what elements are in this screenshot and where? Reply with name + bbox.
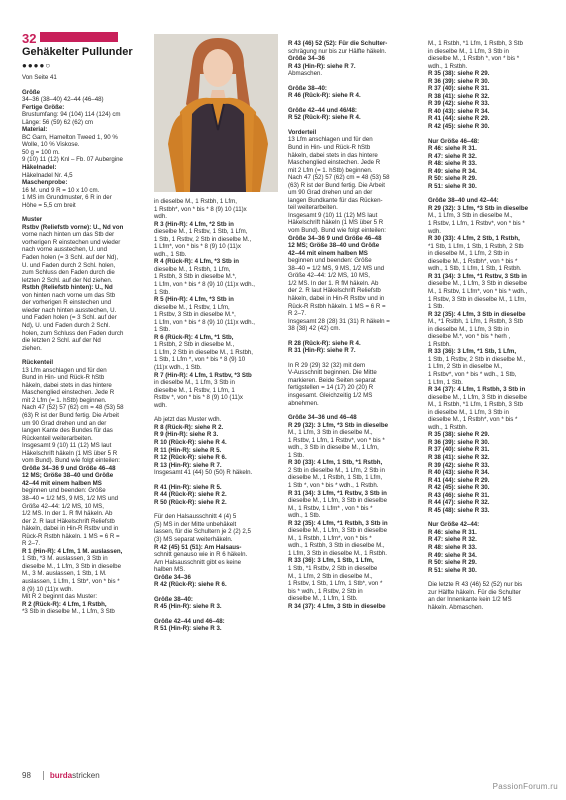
col3-line: dieselbe M., 1 Rstbh, 1 Stb, 1 Lfm,: [288, 474, 383, 482]
col4-line: R 36 (39): siehe R 30.: [428, 438, 490, 446]
col3-line: Insgesamt 9 (10) 11 (12) MS laut: [288, 211, 378, 219]
col2-line: R 44 (Rück-R): siehe R 2.: [154, 491, 227, 499]
col1-line: wieder nach hinten ausstechen, U.: [22, 306, 117, 314]
brand-name-rest: stricken: [72, 771, 100, 780]
col4-line: R 46: siehe R 31.: [428, 145, 477, 153]
col4-line: Größe 38–40 und 42–44:: [428, 197, 499, 205]
col3-line: R 43 (Hin-R): siehe R 7.: [288, 62, 356, 70]
col4-line: dieselbe M., 1 Rstbh *, von * bis *: [428, 55, 520, 63]
col1-line: beginnen und beenden: Größe: [22, 487, 106, 495]
col1-line: Muster: [22, 216, 43, 224]
text-column-3: [288, 40, 418, 610]
col4-line: 1 Rstbh.: [428, 340, 451, 348]
col3-line: Maschenglied einstechen. Jede R: [288, 159, 381, 167]
col3-line: (63) R ist der Bund fertig. Die Arbeit: [288, 181, 385, 189]
col4-line: an der Innenkante kein 1/2 MS: [428, 596, 512, 604]
col1-line: Häkelnadel:: [22, 164, 57, 172]
col4-line: 1 Stb.: [428, 303, 445, 311]
col3-line: 38 (38) 42 (42) cm.: [288, 325, 341, 333]
col1-line: häkeln, dabei in Hin-R Rstbv und in: [22, 525, 119, 533]
col1-line: zum Schluss den Faden durch die: [22, 269, 115, 277]
col1-line: 12 MS; Größe 38–40 und Größe: [22, 472, 114, 480]
col4-line: R 39 (42): siehe R 33.: [428, 100, 490, 108]
col4-line: R 29 (32): 3 Lfm, *3 Stb in dieselbe: [428, 204, 528, 212]
col1-line: Rückenteil: [22, 359, 54, 367]
col1-line: Rstbv (Reliefstb vorne): U., Nd von: [22, 223, 124, 231]
col4-line: R 40 (43): siehe R 34.: [428, 107, 490, 115]
col2-line: lassen, für die Schultern je 2 (2) 2,5: [154, 528, 251, 536]
pattern-number: 32: [22, 32, 40, 45]
col2-line: dieselbe M., 1 Rstbh, 1 Lfm,: [154, 265, 231, 273]
col2-line: 1 Rstbh, 2 Stb in dieselbe M.,: [154, 341, 235, 349]
col2-line: R 12 (Rück-R): siehe R 6.: [154, 454, 227, 462]
col2-line: 1 Lfm, von * bis * 8 (9) 10 (11)x wdh.,: [154, 318, 255, 326]
col1-line: 9 (10) 11 (12) Knl – Fb. 07 Aubergine: [22, 156, 123, 164]
col4-line: R 31 (34): 3 Lfm, *1 Rstbv, 3 Stb in: [428, 272, 527, 280]
col2-line: 1 Lfm, 2 Stb in dieselbe M., 1 Rstbh,: [154, 348, 253, 356]
col4-line: 1 Rstbv, 1 Lfm, 1 Rstbv*, von * bis *: [428, 220, 525, 228]
col4-line: R 50: siehe R 29.: [428, 175, 477, 183]
col2-line: 1 Lfm, von * bis * 8 (9) 10 (11)x wdh.,: [154, 281, 255, 289]
col2-line: 1 Lfm*, von * bis * 8 (9) 10 (11)x: [154, 243, 241, 251]
col4-line: 1 Rstbv*, von * bis * wdh., 1 Stb,: [428, 370, 517, 378]
col4-line: R 49: siehe R 34.: [428, 551, 477, 559]
col4-line: M., 1 Lfm, 3 Stb in dieselbe M.,: [428, 212, 513, 220]
col1-line: vom Bund). Bund wie folgt einteilen:: [22, 457, 120, 465]
col3-line: beginnen und beenden: Größe: [288, 257, 372, 265]
col1-line: Nd), U. und Faden durch 2 Schl.: [22, 321, 111, 329]
col4-line: R 37 (40): siehe R 31.: [428, 446, 490, 454]
col4-line: R 41 (44): siehe R 29.: [428, 476, 490, 484]
col1-line: Größe 42–44: 1/2 MS, 10 MS,: [22, 502, 104, 510]
col2-line: R 4 (Rück-R): 4 Lfm, *3 Stb in: [154, 258, 239, 266]
col3-line: 2 Stb in dieselbe M., 1 Lfm, 2 Stb in: [288, 466, 385, 474]
col2-line: wdh.: [154, 213, 167, 221]
col4-line: R 35 (38): siehe R 29.: [428, 70, 490, 78]
col4-line: R 47: siehe R 32.: [428, 536, 477, 544]
col3-line: markieren. Beide Seiten separat: [288, 376, 376, 384]
col1-line: auslassen, 1 Lfm, 1 Stb*, von * bis *: [22, 578, 120, 585]
col4-line: R 45 (48): siehe R 33.: [428, 506, 490, 514]
col4-line: R 30 (33): 4 Lfm, 2 Stb, 1 Rstbh,: [428, 235, 520, 243]
col4-line: R 46: siehe R 31.: [428, 528, 477, 536]
col4-line: R 47: siehe R 32.: [428, 152, 477, 160]
col2-line: Für den Halsausschnitt 4 (4) 5: [154, 513, 237, 521]
col3-line: R 33 (36): 3 Lfm, 1 Stb, 1 Lfm,: [288, 557, 374, 565]
col1-line: nach vorne ausstechen, U. und: [22, 246, 108, 254]
col4-line: Nur Größe 42–44:: [428, 521, 480, 529]
col3-line: wdh., 3 Stb in dieselbe M., 1 Lfm,: [288, 444, 379, 452]
col1-line: Rstbh (Reliefstb hinten): U., Nd: [22, 284, 113, 292]
col2-line: R 5 (Hin-R): 4 Lfm, *3 Stb in: [154, 296, 234, 304]
col1-line: dieselbe M., 1 Lfm, 3 Stb in dieselbe: [22, 562, 121, 570]
col4-line: M., *1 Rstbh, 1 Lfm, 1 Rstbh, 3 Stb: [428, 318, 523, 326]
col2-line: Ab jetzt das Muster wdh.: [154, 416, 222, 424]
col1-line: Mit R 2 beginnt das Muster:: [22, 593, 98, 601]
col2-line: (5) MS in der Mitte unbehäkelt: [154, 520, 237, 528]
col3-line: Größe 42–44: 1/2 MS, 10 MS,: [288, 272, 370, 280]
col3-line: dieselbe M., 1 Lfm, 3 Stb in dieselbe: [288, 527, 387, 535]
col3-line: M., 1 Lfm, 2 Stb in dieselbe M.,: [288, 572, 373, 580]
col3-line: häkeln, dabei stets in das hintere: [288, 151, 378, 159]
col3-line: R 34 (37): 4 Lfm, 3 Stb in dieselbe: [288, 602, 386, 610]
col4-line: in dieselbe M., 1 Lfm, 3 Stb in: [428, 408, 509, 416]
col3-line: 13 Lfm anschlagen und für den: [288, 136, 373, 144]
col1-line: ziehen.: [22, 344, 42, 352]
col1-line: R 1 (Hin-R): 4 Lfm, 1 M. auslassen,: [22, 547, 123, 555]
col3-line: Vorderteil: [288, 128, 317, 136]
col1-line: 1 MS im Grundmuster, 6 R in der: [22, 194, 112, 202]
col3-line: mit 2 Lfm (= 1. hStb) beginnen.: [288, 166, 373, 174]
col4-line: dieselbe M., 1 Lfm, 3 Stb in dieselbe: [428, 393, 527, 401]
col2-line: R 42 (Rück-R): siehe R 6.: [154, 581, 227, 589]
col4-line: wdh., 1 Rstbh.: [428, 423, 468, 431]
col1-line: vorne nach hinten um das Stb der: [22, 231, 115, 239]
col2-line: wdh.: [154, 401, 167, 409]
col4-line: zur Hälfte häkeln. Für die Schulter: [428, 588, 521, 596]
col1-line: Höhe = 5,5 cm breit: [22, 201, 76, 209]
col1-line: BC Garn, Hamelton Tweed 1, 90 %: [22, 133, 118, 141]
col3-line: 12 MS; Größe 38–40 und Größe: [288, 242, 380, 250]
col2-line: R 7 (Hin-R): 4 Lfm, 1 Rstbv, *3 Stb: [154, 371, 252, 379]
col1-line: der vorherigen R einstechen und: [22, 299, 112, 307]
col3-line: V-Ausschnitt beginnen. Die Mitte: [288, 369, 377, 377]
page-number: 98: [22, 771, 31, 780]
col4-line: M., 1 Rstbv, 1 Lfm*, von * bis * wdh.,: [428, 287, 528, 295]
col3-line: Häkelschrift häkeln (1 MS über 5 R: [288, 219, 384, 227]
col1-line: von hinten nach vorne um das Stb: [22, 291, 116, 299]
col3-line: Größe 42–44 und 46/48:: [288, 106, 357, 114]
col1-line: (63) R ist der Bund fertig. Die Arbeit: [22, 411, 119, 419]
text-column-4: [428, 40, 552, 611]
page-footer: [22, 771, 100, 780]
col3-line: R 31 (Hin-R): siehe R 7.: [288, 347, 356, 355]
col4-line: R 49: siehe R 34.: [428, 167, 477, 175]
col1-line: 38–40 = 1/2 MS, 9 MS, 1/2 MS und: [22, 494, 119, 502]
col3-line: Größe 34–36 9 und Größe 46–48: [288, 234, 382, 242]
footer-divider: [43, 771, 44, 780]
col4-line: Nur Größe 46–48:: [428, 137, 480, 145]
col3-line: R 46 (Rück-R): siehe R 4.: [288, 92, 361, 100]
col2-line: 1 Stb, 1 Rstbv, 2 Stb in dieselbe M.,: [154, 235, 252, 243]
col4-line: 1 Lfm, 2 Stb in dieselbe M.,: [428, 363, 503, 371]
col3-line: Größe 34–36 und 46–48: [288, 414, 357, 422]
col1-line: R 2–7.: [22, 540, 41, 548]
col2-line: R 8 (Rück-R): siehe R 2.: [154, 423, 224, 431]
col3-line: R 43 (46) 52 (52): Für die Schulter-: [288, 40, 388, 47]
col1-line: Insgesamt 9 (10) 11 (12) MS laut: [22, 442, 112, 450]
col2-line: Größe 34–36: [154, 573, 191, 581]
col3-line: 1 Stb.: [288, 451, 305, 459]
col1-line: R 2 (Rück-R): 4 Lfm, 1 Rstbh,: [22, 600, 107, 608]
watermark-text: PassionForum.ru: [492, 782, 558, 791]
col1-line: Bund in Hin- und Rück-R hStb: [22, 374, 105, 382]
col4-line: R 38 (41): siehe R 32.: [428, 92, 490, 100]
col1-line: der 2. R laut Häkelschrift Reliefstb: [22, 517, 115, 525]
col3-line: dieselbe M., 1 Lfm, 1 Stb.: [288, 595, 358, 603]
col3-line: M., 1 Rstbh, 1 Lfm*, von * bis *: [288, 534, 372, 542]
col1-line: U. und Faden durch 2 Schl. holen,: [22, 261, 116, 269]
col2-line: R 41 (Hin-R): siehe R 5.: [154, 483, 222, 491]
col3-line: 38–40 = 1/2 MS, 9 MS, 1/2 MS und: [288, 264, 385, 272]
col4-line: R 42 (45): siehe R 30.: [428, 484, 490, 492]
col1-line: Fertige Größe:: [22, 103, 65, 111]
col3-line: Nach 47 (52) 57 (62) cm = 48 (53) 58: [288, 174, 390, 182]
col2-line: 1 Rstbh, 3 Stb in dieselbe M.*,: [154, 273, 237, 281]
col1-line: 13 Lfm anschlagen und für den: [22, 366, 107, 374]
col4-line: in dieselbe M., 1 Lfm, 3 Stb in: [428, 325, 509, 333]
col1-line: die letzten 2 Schl. auf der Nd: [22, 337, 101, 345]
col3-line: Rück-R Rstbh häkeln. 1 MS = 6 R =: [288, 302, 386, 310]
col1-line: M., 3 M. auslassen, 1 Stb, 1 M.: [22, 570, 107, 578]
col3-line: bis * wdh., 1 Rstbv, 2 Stb in: [288, 587, 363, 595]
col1-line: vorherigen R einstechen und wieder: [22, 238, 121, 246]
col1-line: 50 g = 100 m.: [22, 148, 60, 156]
col3-line: abnehmen.: [288, 399, 319, 407]
col2-line: dieselbe M., 1 Rstbv, 1 Stb, 1 Lfm,: [154, 228, 248, 236]
col3-line: teil weiterarbeiten.: [288, 204, 338, 212]
col3-line: R 29 (32): 3 Lfm, *3 Stb in dieselbe: [288, 421, 388, 429]
col4-line: dieselbe M., 1 Rstbh*, von * bis *: [428, 257, 518, 265]
col2-line: R 10 (Rück-R): siehe R 4.: [154, 438, 227, 446]
col1-line: Länge: 56 (59) 62 (62) cm: [22, 118, 93, 126]
from-page-note: Von Seite 41: [22, 74, 57, 81]
col2-line: R 13 (Hin-R): siehe R 7.: [154, 461, 222, 469]
col3-line: Bund in Hin- und Rück-R hStb: [288, 144, 371, 152]
col2-line: R 11 (Hin-R): siehe R 5.: [154, 446, 222, 454]
col2-line: wdh., 1 Stb.: [154, 250, 187, 258]
col3-line: fertigstellen = 14 (17) 20 (20) R: [288, 384, 374, 392]
col4-line: in dieselbe M., 1 Lfm, 3 Stb in: [428, 47, 509, 55]
col3-line: wdh., 1 Rstbh, 3 Stb in dieselbe M.,: [288, 542, 385, 550]
col4-line: R 38 (41): siehe R 32.: [428, 453, 490, 461]
col2-line: R 50 (Rück-R): siehe R 2.: [154, 498, 227, 506]
col1-line: Häkelnadel Nr. 4,5: [22, 171, 73, 179]
col4-line: R 48: siehe R 33.: [428, 160, 477, 168]
col4-line: in dieselbe M., 1 Lfm, 2 Stb in: [428, 250, 509, 258]
col2-line: Größe 42–44 und 46–48:: [154, 617, 225, 625]
col4-line: R 36 (39): siehe R 30.: [428, 77, 490, 85]
col1-line: Rück-R Rstbh häkeln. 1 MS = 6 R =: [22, 532, 120, 540]
col1-line: 8 (9) 10 (11)x wdh.: [22, 585, 74, 593]
col3-line: Größe 38–40:: [288, 84, 327, 92]
col2-line: in dieselbe M., 1 Rstbh, 1 Lfm,: [154, 198, 237, 205]
col3-line: 1 Stb, *1 Rstbv, 2 Stb in dieselbe: [288, 565, 378, 572]
col3-line: M., 1 Lfm, 3 Stb in dieselbe M.,: [288, 429, 373, 437]
col2-line: in dieselbe M., 1 Lfm, 3 Stb in: [154, 379, 235, 387]
col2-line: dieselbe M., 1 Rstbv, 1 Lfm, 1: [154, 386, 235, 394]
col1-line: 34–36 (38–40) 42–44 (46–48): [22, 96, 104, 104]
col2-line: Rstbv *, von * bis * 8 (9) 10 (11)x: [154, 394, 243, 402]
col4-line: *1 Stb, 1 Lfm, 1 Stb, 1 Rstbh, 2 Stb: [428, 242, 524, 250]
col3-line: insgesamt. Gleichzeitig 1/2 MS: [288, 391, 373, 399]
col4-line: 1 Rstbv, 3 Stb in dieselbe M., 1 Lfm,: [428, 295, 527, 303]
col3-line: Insgesamt 28 (28) 31 (31) R häkeln =: [288, 317, 390, 325]
col2-line: dieselbe M., 1 Rstbv, 1 Lfm,: [154, 303, 230, 311]
col4-line: M., 1 Rstbh, *1 Lfm, 1 Rstbh, 3 Stb: [428, 40, 523, 47]
col3-line: In R 29 (29) 32 (32) mit dem: [288, 361, 366, 369]
col3-line: 1 Rstbv, 1 Lfm, 1 Rstbv*, von * bis *: [288, 436, 385, 444]
col4-line: R 51: siehe R 30.: [428, 566, 477, 574]
col3-line: M., 1 Rstbv, 1 Lfm* , von * bis *: [288, 504, 373, 512]
col3-line: Größe 34–36: [288, 55, 325, 63]
col2-line: 1 Rstbv, 3 Stb in dieselbe M.*,: [154, 311, 236, 319]
col2-line: R 6 (Rück-R): 4 Lfm, *1 Stb,: [154, 333, 234, 341]
col4-line: R 50: siehe R 29.: [428, 559, 477, 567]
text-column-2: [154, 198, 278, 633]
col4-line: R 42 (45): siehe R 30.: [428, 123, 490, 131]
col3-line: 1 Stb *, von * bis * wdh., 1 Rstbh.: [288, 481, 379, 489]
col3-line: vom Bund). Bund wie folgt einteilen:: [288, 227, 386, 235]
col1-line: Maschenprobe:: [22, 179, 68, 187]
col4-line: R 40 (43): siehe R 34.: [428, 469, 490, 477]
col3-line: Abmaschen.: [288, 70, 323, 78]
col2-line: 1 Stb, 1 Lfm *, von * bis * 8 (9) 10: [154, 356, 246, 364]
col3-line: schrägung nur bis zur Hälfte häkeln.: [288, 47, 387, 55]
col4-line: dieselbe M., 1 Lfm, 3 Stb in dieselbe: [428, 280, 527, 288]
col3-line: um 90 Grad drehen und an der: [288, 189, 373, 197]
col2-line: (11)x wdh., 1 Stb.: [154, 364, 202, 372]
col4-line: R 34 (37): 4 Lfm, 1 Rstbh, 3 Stb in: [428, 386, 526, 394]
col4-line: dieselbe M., 1 Rstbh*, von * bis *: [428, 416, 518, 424]
brand-name-bold: burda: [49, 771, 73, 780]
col3-line: 1/2 MS. In der 1. R fM häkeln. Ab: [288, 279, 379, 287]
col1-line: holen, zum Schluss den Faden durch: [22, 329, 124, 337]
col4-line: R 35 (38): siehe R 29.: [428, 431, 490, 439]
col4-line: 1 Lfm, 1 Stb.: [428, 378, 463, 386]
col4-line: wdh., 1 Stb, 1 Lfm, 1 Stb, 1 Rstbh.: [428, 265, 522, 273]
col1-line: Nach 47 (52) 57 (62) cm = 48 (53) 58: [22, 404, 124, 412]
difficulty-rating: ●●●●○: [22, 61, 52, 70]
col4-line: R 32 (35): 4 Lfm, 3 Stb in dieselbe: [428, 310, 526, 318]
col4-line: 1 Stb, 1 Rstbv, 2 Stb in dieselbe M.,: [428, 355, 526, 363]
col3-line: 1 Rstbv, 1 Stb, 1 Lfm, 1 Stb*, von *: [288, 580, 383, 588]
col2-line: R 42 (45) 51 (51): Am Halsaus-: [154, 543, 242, 551]
col4-line: Die letzte R 43 (46) 52 (52) nur bis: [428, 581, 523, 589]
col4-line: R 43 (46): siehe R 31.: [428, 491, 490, 499]
col1-line: 1 Stb, *3 M. auslassen, 3 Stb in: [22, 555, 108, 563]
col1-line: langen Kante des Bundes für das: [22, 427, 113, 435]
col2-line: Insgesamt 41 (44) 50 (50) R häkeln.: [154, 469, 253, 477]
col4-line: R 37 (40): siehe R 31.: [428, 85, 490, 93]
col4-line: R 41 (44): siehe R 29.: [428, 115, 490, 123]
page-title: Gehäkelter Pullunder: [22, 46, 133, 58]
model-photo: [154, 34, 278, 192]
col3-line: R 31 (34): 3 Lfm, *1 Rstbv, 3 Stb in: [288, 489, 387, 497]
col3-line: R 2–7.: [288, 310, 307, 318]
col2-line: 1 Stb.: [154, 288, 171, 296]
col3-line: wdh., 1 Stb.: [288, 512, 321, 520]
col3-line: R 28 (Rück-R): siehe R 4.: [288, 339, 361, 347]
col1-line: letzten 2 Schl. auf der Nd ziehen.: [22, 276, 113, 284]
col4-line: R 33 (36): 3 Lfm, *1 Stb, 1 Lfm,: [428, 348, 517, 356]
col1-line: Brustumfang: 94 (104) 114 (124) cm: [22, 111, 121, 119]
col1-line: Wolle, 10 % Viskose.: [22, 141, 80, 149]
col1-line: häkeln, dabei stets in das hintere: [22, 381, 112, 389]
text-column-1: [22, 74, 142, 616]
col1-line: Häkelschrift häkeln (1 MS über 5 R: [22, 449, 118, 457]
col3-line: R 32 (35): 4 Lfm, *1 Rstbh, 3 Stb in: [288, 519, 388, 527]
col4-line: dieselbe M.*, von * bis * herh ,: [428, 333, 511, 341]
col2-line: schnitt genauso wie in R 6 häkeln.: [154, 551, 248, 559]
col1-line: *3 Stb in dieselbe M., 1 Lfm, 3 Stb: [22, 608, 115, 616]
col3-line: langen Bundkante für das Rücken-: [288, 196, 383, 204]
col2-line: R 3 (Hin-R): 4 Lfm, *2 Stb in: [154, 220, 234, 228]
col2-line: R 45 (Hin-R): siehe R 3.: [154, 603, 222, 611]
col3-line: R 30 (33): 4 Lfm, 1 Stb, *1 Rstbh,: [288, 459, 383, 467]
col1-line: 1/2 MS. In der 1. R fM häkeln. Ab: [22, 510, 113, 518]
col1-line: und Faden holen (= 3 Schl. auf der: [22, 314, 117, 322]
col2-line: R 51 (Hin-R): siehe R 3.: [154, 625, 222, 633]
col1-line: 16 M. und 9 R = 10 x 10 cm.: [22, 186, 100, 194]
col1-line: Rückenteil weiterarbeiten.: [22, 434, 93, 442]
col4-line: R 44 (47): siehe R 32.: [428, 499, 490, 507]
col1-line: Material:: [22, 126, 48, 134]
col4-line: M., 1 Rstbh, *1 Lfm, 1 Rstbh, 3 Stb: [428, 401, 523, 409]
col4-line: R 39 (42): siehe R 33.: [428, 461, 490, 469]
col1-line: mit 2 Lfm (= 1. hStb) beginnen.: [22, 396, 107, 404]
col1-line: um 90 Grad drehen und an der: [22, 419, 107, 427]
col2-line: 1 Rstbh*, von * bis * 8 (9) 10 (11)x: [154, 205, 247, 213]
col4-line: häkeln. Abmaschen.: [428, 603, 484, 611]
col3-line: 42–44 mit einem halben MS: [288, 249, 368, 257]
photo-illustration: [154, 34, 278, 192]
col2-line: (3) MS separat weiterhäkeln.: [154, 535, 233, 543]
col3-line: 1 Lfm, 3 Stb in dieselbe M., 1 Rstbh.: [288, 549, 387, 557]
col1-line: Maschenglied einstechen. Jede R: [22, 389, 115, 397]
col3-line: R 52 (Rück-R): siehe R 4.: [288, 114, 361, 122]
col4-line: wdh.: [428, 227, 441, 235]
col1-line: Faden holen (= 3 Schl. auf der Nd),: [22, 254, 119, 262]
col2-line: halben MS.: [154, 566, 186, 574]
col4-line: R 51: siehe R 30.: [428, 182, 477, 190]
col1-line: Größe: [22, 88, 41, 96]
col4-line: wdh., 1 Rstbh.: [428, 62, 468, 70]
col3-line: häkeln, dabei in Hin-R Rstbv und in: [288, 294, 385, 302]
col3-line: der 2. R laut Häkelschrift Reliefstb: [288, 287, 381, 295]
col1-line: Größe 34–36 9 und Größe 46–48: [22, 464, 116, 472]
col2-line: Größe 38–40:: [154, 595, 193, 603]
col4-line: R 48: siehe R 33.: [428, 544, 477, 551]
col2-line: 1 Stb.: [154, 326, 171, 334]
col2-line: Am Halsausschnitt gibt es keine: [154, 558, 242, 566]
col1-line: 42–44 mit einem halben MS: [22, 479, 102, 487]
col3-line: dieselbe M., 1 Lfm, 3 Stb in dieselbe: [288, 497, 387, 505]
col2-line: R 9 (Hin-R): siehe R 3.: [154, 431, 219, 439]
